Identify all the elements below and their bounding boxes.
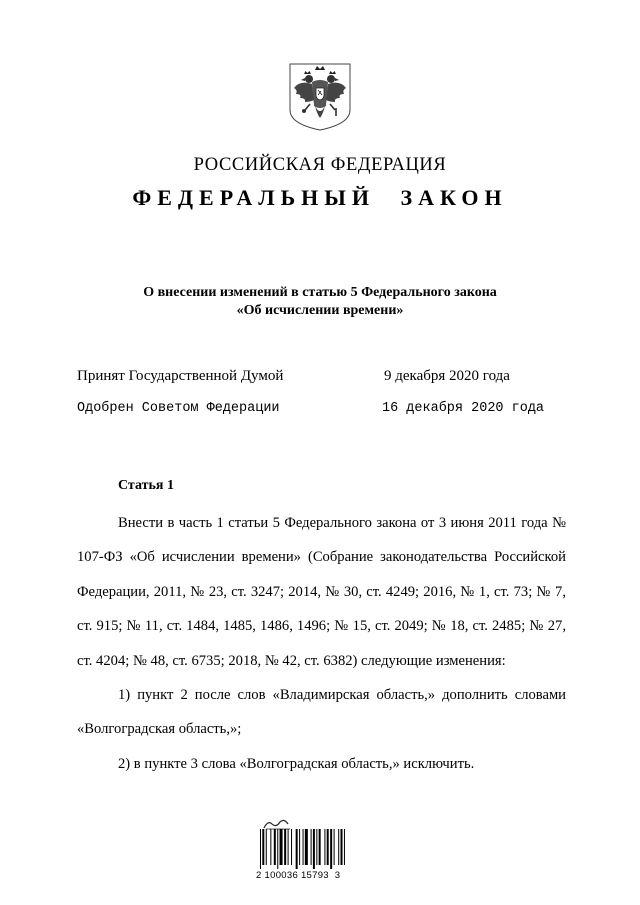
article-item-1: 1) пункт 2 после слов «Владимирская область,» дополнить словами «Волгоградская область,»; xyxy=(77,687,566,738)
article-heading: Статья 1 xyxy=(118,478,174,493)
article-item-2: 2) в пункте 3 слова «Волгоградская область,» исключить. xyxy=(118,755,475,772)
adopted-date: 9 декабря 2020 года xyxy=(384,368,510,384)
coat-of-arms-icon xyxy=(288,62,352,132)
document-barcode xyxy=(254,818,384,884)
law-title-line-2: «Об исчислении времени» xyxy=(236,303,404,318)
barcode-bars xyxy=(254,829,384,871)
approved-by-council-label: Одобрен Советом Федерации xyxy=(77,401,280,416)
adopted-by-duma-label: Принят Государственной Думой xyxy=(77,368,284,384)
barcode-number: 2 100036 15793 3 xyxy=(256,870,341,881)
article-body xyxy=(77,506,566,781)
approved-date: 16 декабря 2020 года xyxy=(382,401,545,416)
law-title xyxy=(0,284,640,320)
document-type: ФЕДЕРАЛЬНЫЙ ЗАКОН xyxy=(132,185,508,210)
country-name: РОССИЙСКАЯ ФЕДЕРАЦИЯ xyxy=(193,155,447,175)
law-title-line-1: О внесении изменений в статью 5 Федерального закона xyxy=(143,285,497,300)
article-intro-paragraph: Внести в часть 1 статьи 5 Федерального закона от 3 июня 2011 года № 107-ФЗ «Об исчислении времени» (Собрание законодательства Российской Федерации, 2011, № 23, ст. 3247; 2014, № 30, ст. 4249; 2016, № 1, ст. 73; № 7, ст. 915; № 11, ст. 1484, 1485, 1486, 1496; № 15, ст. 2049; № 18, ст. 2485; № 27, ст. 4204; № 48, ст. 6735; 2018, № 42, ст. 6382) следующие изменения: xyxy=(77,515,566,669)
